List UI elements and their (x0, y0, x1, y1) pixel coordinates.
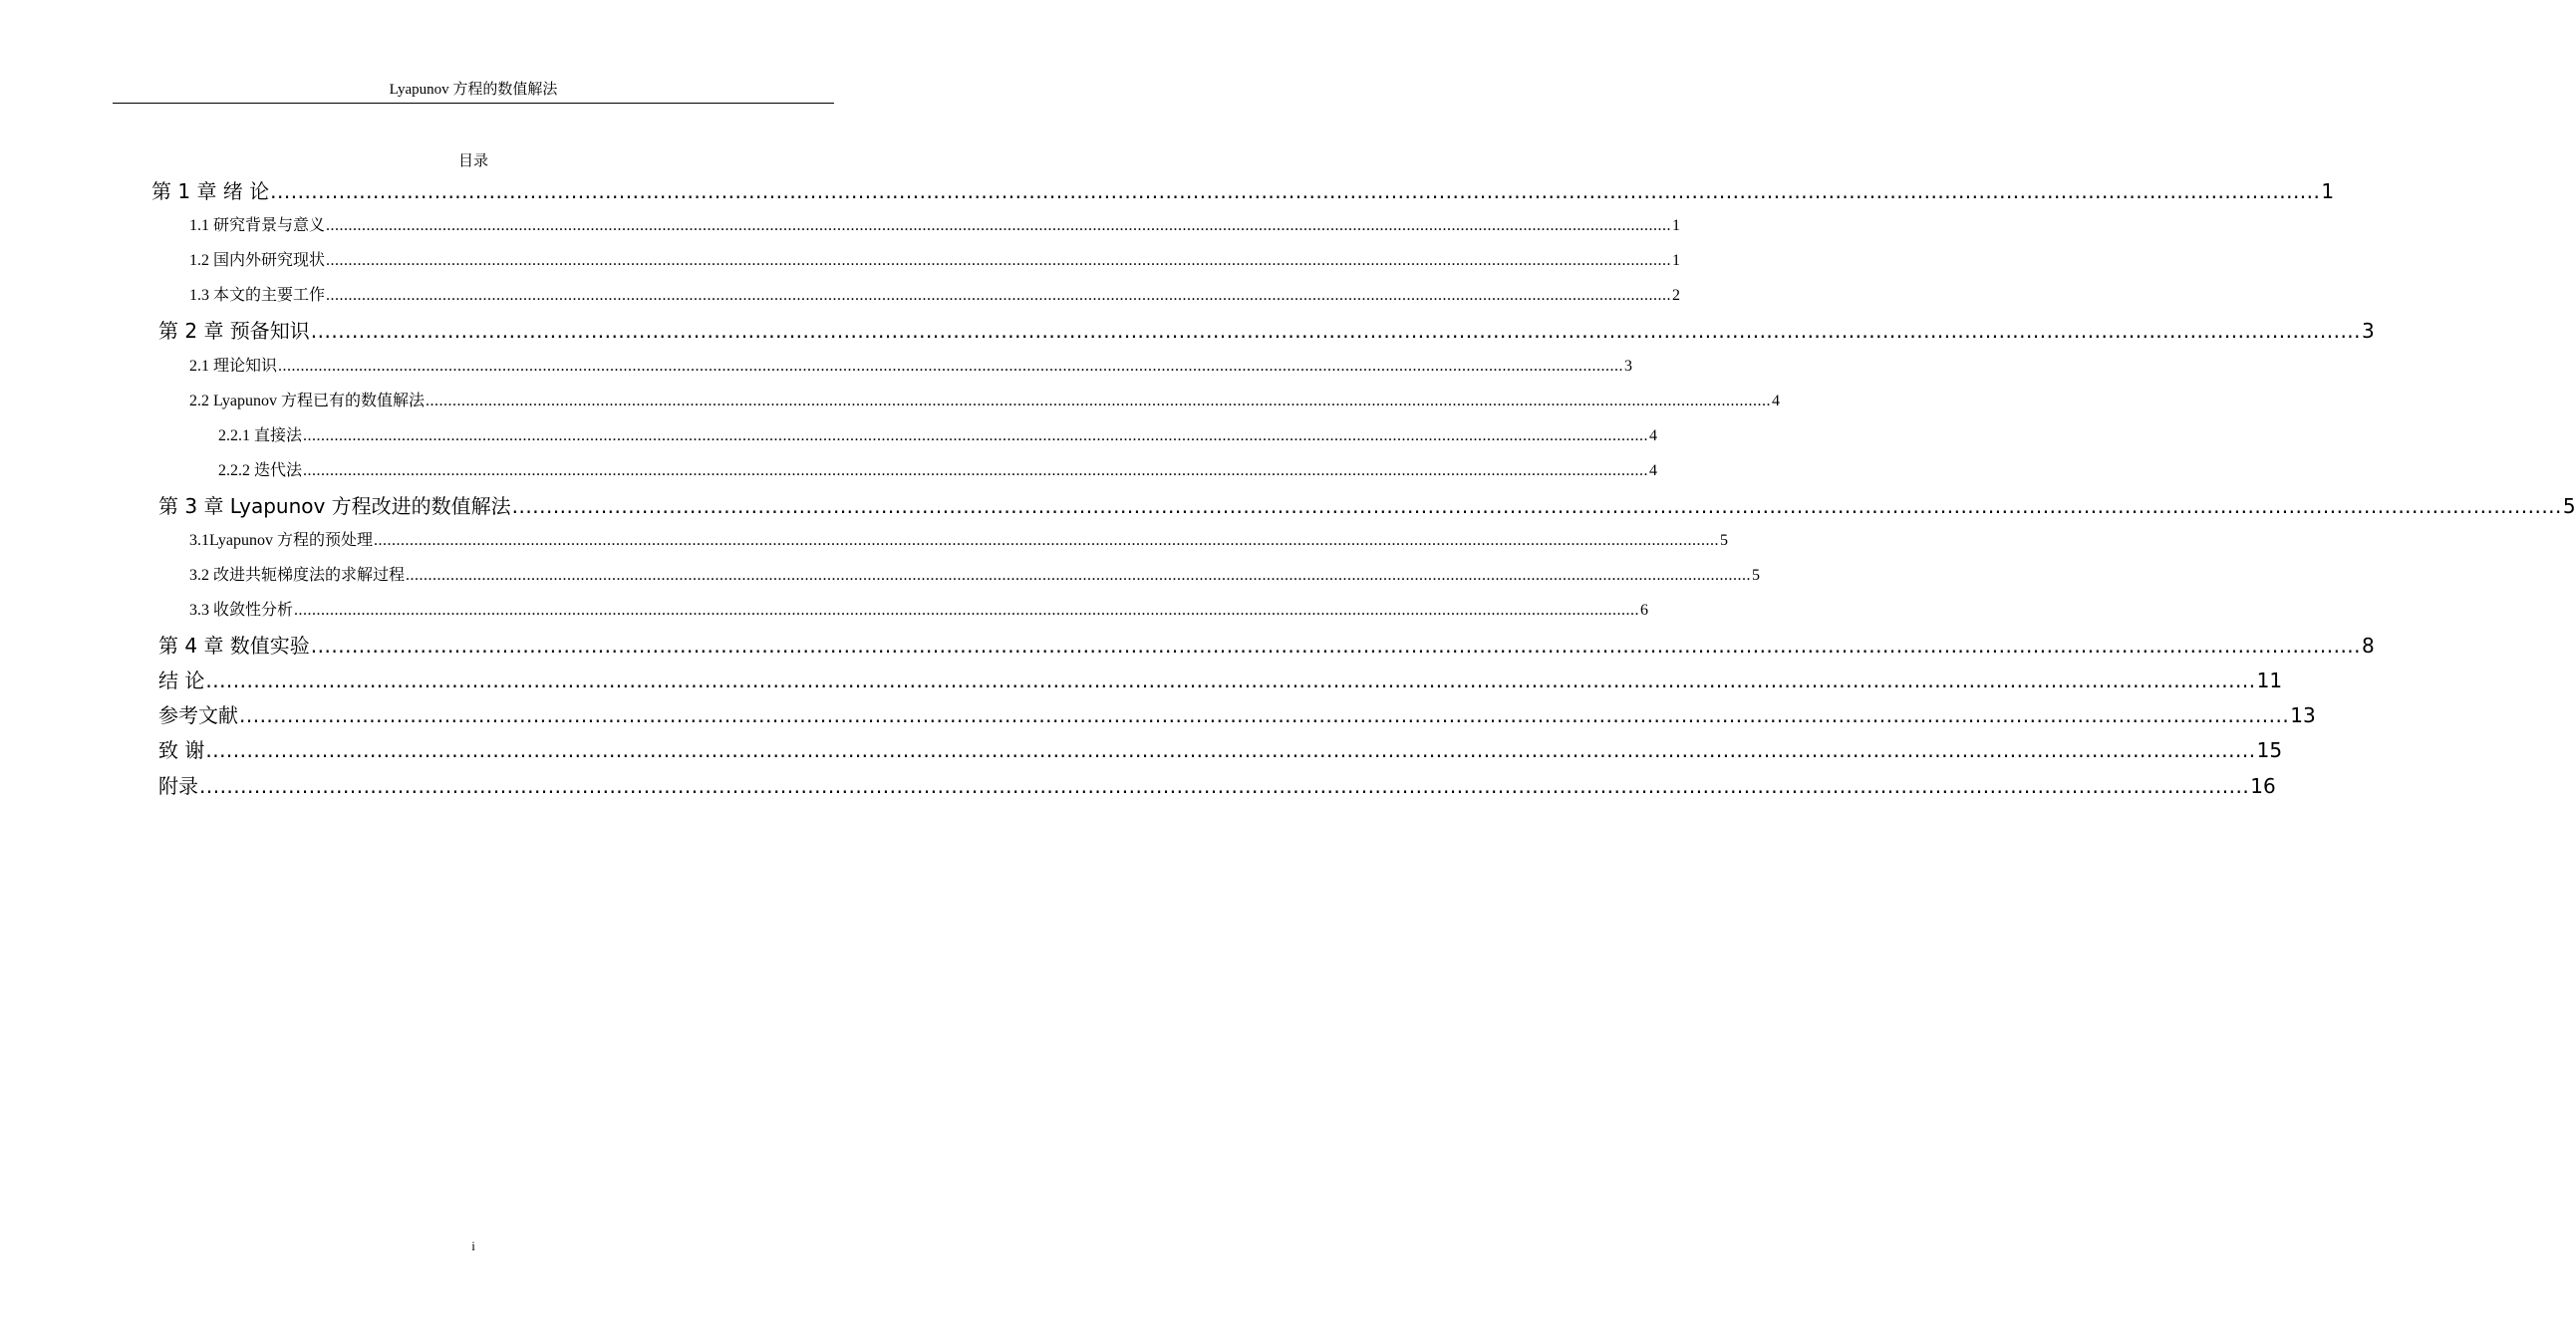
toc-entry-acknowledgements[interactable] (158, 736, 2283, 764)
toc-entry-page: 8 (2362, 634, 2375, 658)
toc-entry-page: 15 (2256, 738, 2283, 762)
toc-leader-dots: ............................................................................................................................................................................................................................................................................................................ (511, 494, 2562, 518)
toc-entry-text: 2.2.2 迭代法 (218, 462, 303, 479)
toc-entry-appendix[interactable] (158, 772, 2276, 800)
toc-leader-dots: ............................................................................................................................................................................................................................................................................................................ (374, 532, 1719, 549)
toc-entry-2-1[interactable] (189, 355, 1633, 379)
toc-entry-text: 1.3 本文的主要工作 (189, 287, 326, 304)
toc-entry-chapter-2[interactable] (158, 317, 2375, 345)
toc-entry-text: 2.2.1 直接法 (218, 427, 303, 444)
toc-entry-text: 3.1Lyapunov 方程的预处理 (189, 532, 373, 549)
toc-entry-chapter-3[interactable] (158, 492, 2576, 520)
toc-leader-dots: ............................................................................................................................................................................................................................................................................................................ (310, 634, 2362, 658)
toc-entry-page: 5 (1752, 567, 1761, 584)
toc-entry-text: 致 谢 (158, 738, 205, 762)
toc-entry-3-1[interactable] (189, 529, 1728, 553)
toc-entry-page: 13 (2290, 703, 2316, 727)
toc-entry-page: 6 (1640, 602, 1649, 619)
toc-entry-chapter-4[interactable] (158, 632, 2375, 660)
toc-leader-dots: ............................................................................................................................................................................................................................................................................................................ (239, 703, 2290, 727)
header-rule (113, 103, 834, 104)
toc-leader-dots: ............................................................................................................................................................................................................................................................................................................ (199, 774, 2250, 798)
toc-entry-references[interactable] (158, 701, 2316, 729)
toc-entry-1-3[interactable] (189, 284, 1681, 308)
toc-entry-text: 1.2 国内外研究现状 (189, 252, 326, 269)
toc-leader-dots: ............................................................................................................................................................................................................................................................................................................ (270, 179, 2321, 203)
toc-entry-page: 11 (2256, 669, 2283, 692)
toc-entry-2-2-2[interactable] (218, 459, 1658, 483)
toc-entry-page: 16 (2250, 774, 2276, 798)
toc-entry-page: 5 (2562, 494, 2576, 518)
toc-entry-text: 第 4 章 数值实验 (158, 634, 310, 658)
toc-entry-text: 2.2 Lyapunov 方程已有的数值解法 (189, 393, 425, 409)
toc-entry-page: 4 (1649, 462, 1658, 479)
running-header: Lyapunov 方程的数值解法 (389, 82, 558, 98)
toc-entry-text: 3.3 收敛性分析 (189, 602, 294, 619)
toc-entry-text: 3.2 改进共轭梯度法的求解过程 (189, 567, 406, 584)
toc-entry-page: 4 (1772, 393, 1780, 409)
toc-entry-page: 1 (1672, 217, 1681, 234)
toc-entry-page: 4 (1649, 427, 1658, 444)
toc-leader-dots: ............................................................................................................................................................................................................................................................................................................ (205, 669, 2256, 692)
toc-entry-text: 参考文献 (158, 703, 238, 727)
toc-entry-page: 1 (1672, 252, 1681, 269)
toc-entry-chapter-1[interactable] (151, 177, 2335, 205)
toc-title: 目录 (457, 153, 488, 169)
toc-leader-dots: ............................................................................................................................................................................................................................................................................................................ (326, 217, 1672, 234)
toc-leader-dots: ............................................................................................................................................................................................................................................................................................................ (278, 358, 1624, 375)
toc-entry-text: 第 3 章 Lyapunov 方程改进的数值解法 (158, 494, 511, 518)
toc-entry-text: 2.1 理论知识 (189, 358, 278, 375)
toc-leader-dots: ............................................................................................................................................................................................................................................................................................................ (303, 462, 1649, 479)
toc-entry-2-2[interactable] (189, 390, 1780, 413)
toc-entry-text: 第 1 章 绪 论 (151, 179, 270, 203)
toc-entry-text: 第 2 章 预备知识 (158, 319, 310, 343)
toc-entry-page: 2 (1672, 287, 1681, 304)
toc-entry-text: 附录 (158, 774, 198, 798)
toc-leader-dots: ............................................................................................................................................................................................................................................................................................................ (406, 567, 1752, 584)
toc-entry-page: 1 (2321, 179, 2335, 203)
toc-leader-dots: ............................................................................................................................................................................................................................................................................................................ (205, 738, 2256, 762)
toc-leader-dots: ............................................................................................................................................................................................................................................................................................................ (426, 393, 1771, 409)
toc-entry-text: 1.1 研究背景与意义 (189, 217, 326, 234)
toc-leader-dots: ............................................................................................................................................................................................................................................................................................................ (303, 427, 1649, 444)
toc-entry-text: 结 论 (158, 669, 205, 692)
toc-entry-3-3[interactable] (189, 599, 1649, 623)
page-number: i (471, 1238, 475, 1253)
toc-entry-page: 3 (1624, 358, 1633, 375)
toc-entry-conclusion[interactable] (158, 667, 2283, 694)
toc-leader-dots: ............................................................................................................................................................................................................................................................................................................ (294, 602, 1640, 619)
toc-entry-2-2-1[interactable] (218, 424, 1658, 448)
toc-entry-page: 5 (1720, 532, 1728, 549)
toc-entry-3-2[interactable] (189, 564, 1761, 588)
toc-leader-dots: ............................................................................................................................................................................................................................................................................................................ (326, 287, 1672, 304)
toc-leader-dots: ............................................................................................................................................................................................................................................................................................................ (310, 319, 2362, 343)
toc-entry-page: 3 (2362, 319, 2375, 343)
toc-entry-1-2[interactable] (189, 249, 1681, 273)
toc-leader-dots: ............................................................................................................................................................................................................................................................................................................ (326, 252, 1672, 269)
toc-entry-1-1[interactable] (189, 214, 1681, 238)
